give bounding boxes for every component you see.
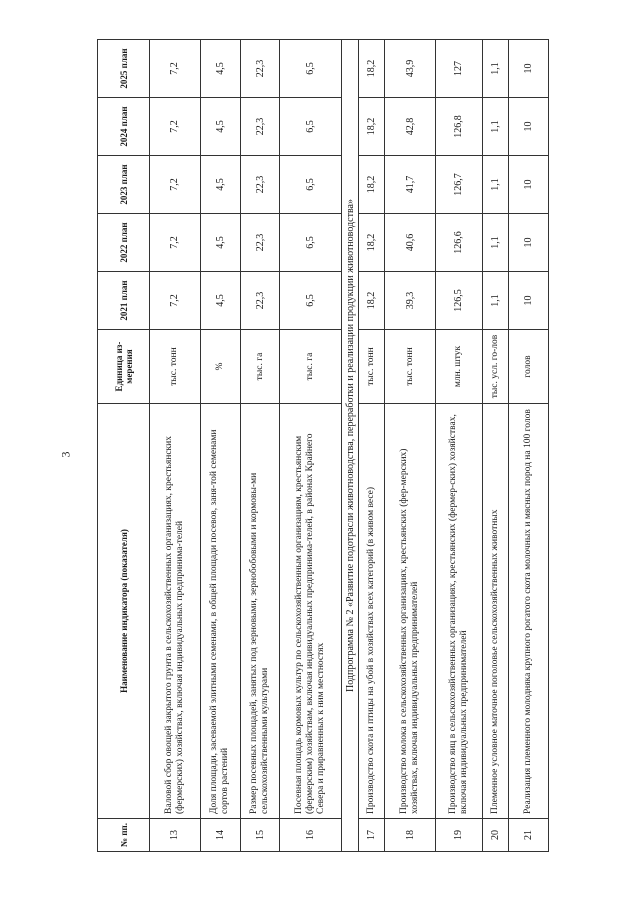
row-value: 40,6 <box>385 214 436 272</box>
section-row <box>342 40 359 852</box>
row-value: 18,2 <box>358 98 385 156</box>
row-value: 126,5 <box>436 272 482 330</box>
header-year: 2024 план <box>98 98 150 156</box>
table-row <box>509 40 549 852</box>
row-number: 13 <box>150 819 201 852</box>
row-unit: тыс. усл. го-лов <box>482 330 509 404</box>
row-value: 43,9 <box>385 40 436 98</box>
row-value: 22,3 <box>240 272 280 330</box>
header-unit: Единица из-мерения <box>98 330 150 404</box>
row-number: 18 <box>385 819 436 852</box>
row-number: 19 <box>436 819 482 852</box>
table-row <box>200 40 240 852</box>
row-unit: млн. штук <box>436 330 482 404</box>
row-value: 1,1 <box>482 272 509 330</box>
row-indicator-name: Производство яиц в сельскохозяйственных организациях, крестьянских (фермер-ских) хозяйствах, включая индивидуальных предпринимателей <box>436 404 482 819</box>
row-value: 10 <box>509 214 549 272</box>
row-value: 6,5 <box>280 272 342 330</box>
row-value: 18,2 <box>358 272 385 330</box>
table-row <box>436 40 482 852</box>
row-unit: тыс. га <box>240 330 280 404</box>
row-value: 4,5 <box>200 98 240 156</box>
row-unit: тыс. тонн <box>385 330 436 404</box>
indicator-table <box>97 39 549 852</box>
row-value: 41,7 <box>385 156 436 214</box>
row-value: 22,3 <box>240 214 280 272</box>
row-number: 16 <box>280 819 342 852</box>
row-value: 6,5 <box>280 214 342 272</box>
row-value: 18,2 <box>358 214 385 272</box>
row-indicator-name: Племенное условное маточное поголовье сельскохозяйственных животных <box>482 404 509 819</box>
row-value: 10 <box>509 272 549 330</box>
row-value: 6,5 <box>280 98 342 156</box>
header-year: 2022 план <box>98 214 150 272</box>
row-value: 1,1 <box>482 156 509 214</box>
table-row <box>240 40 280 852</box>
row-number: 20 <box>482 819 509 852</box>
header-year: 2021 план <box>98 272 150 330</box>
row-indicator-name: Производство скота и птицы на убой в хозяйствах всех категорий (в живом весе) <box>358 404 385 819</box>
row-unit: % <box>200 330 240 404</box>
table-row <box>482 40 509 852</box>
row-value: 10 <box>509 98 549 156</box>
row-value: 7,2 <box>150 272 201 330</box>
header-no: № пп. <box>98 819 150 852</box>
row-value: 7,2 <box>150 40 201 98</box>
row-indicator-name: Посевная площадь кормовых культур по сельскохозяйственным организациям, крестьянским (фермерским) хозяйствам, включая индивидуальных предпринима-телей, в районах Крайнего Севера и приравненных к ним местностях <box>280 404 342 819</box>
row-value: 22,3 <box>240 40 280 98</box>
row-value: 7,2 <box>150 98 201 156</box>
row-unit: тыс. тонн <box>358 330 385 404</box>
row-value: 127 <box>436 40 482 98</box>
row-unit: тыс. тонн <box>150 330 201 404</box>
row-indicator-name: Размер посевных площадей, занятых под зерновыми, зернобобовыми и кормовы-ми сельскохозяйственными культурами <box>240 404 280 819</box>
row-value: 4,5 <box>200 272 240 330</box>
indicator-table-wrapper <box>97 40 549 852</box>
row-value: 18,2 <box>358 156 385 214</box>
row-value: 10 <box>509 156 549 214</box>
row-value: 22,3 <box>240 98 280 156</box>
row-value: 126,8 <box>436 98 482 156</box>
row-indicator-name: Доля площади, засеваемой элитными семенами, в общей площади посевов, заня-той семенами сортов растений <box>200 404 240 819</box>
row-value: 22,3 <box>240 156 280 214</box>
row-number: 14 <box>200 819 240 852</box>
row-value: 7,2 <box>150 156 201 214</box>
row-value: 10 <box>509 40 549 98</box>
page-number: 3 <box>58 451 73 458</box>
row-number: 21 <box>509 819 549 852</box>
row-unit: тыс. га <box>280 330 342 404</box>
table-row <box>280 40 342 852</box>
row-value: 42,8 <box>385 98 436 156</box>
table-header-row <box>98 40 150 852</box>
header-name: Наименование индикатора (показателя) <box>98 404 150 819</box>
row-value: 126,7 <box>436 156 482 214</box>
row-value: 1,1 <box>482 40 509 98</box>
row-indicator-name: Реализация племенного молодняка крупного рогатого скота молочных и мясных пород на 100 голов <box>509 404 549 819</box>
header-year: 2023 план <box>98 156 150 214</box>
row-value: 4,5 <box>200 214 240 272</box>
row-value: 39,3 <box>385 272 436 330</box>
row-value: 6,5 <box>280 156 342 214</box>
row-value: 4,5 <box>200 156 240 214</box>
row-number: 17 <box>358 819 385 852</box>
row-value: 18,2 <box>358 40 385 98</box>
row-value: 1,1 <box>482 214 509 272</box>
table-row <box>150 40 201 852</box>
row-value: 126,6 <box>436 214 482 272</box>
row-unit: голов <box>509 330 549 404</box>
row-indicator-name: Валовой сбор овощей закрытого грунта в сельскохозяйственных организациях, крестьянских (фермерских) хозяйствах, включая индивидуальных предпринима-телей <box>150 404 201 819</box>
row-indicator-name: Производство молока в сельскохозяйственных организациях, крестьянских (фер-мерских) хозяйствах, включая индивидуальных предпринимателей <box>385 404 436 819</box>
table-row <box>385 40 436 852</box>
row-value: 7,2 <box>150 214 201 272</box>
row-number: 15 <box>240 819 280 852</box>
header-year: 2025 план <box>98 40 150 98</box>
row-value: 6,5 <box>280 40 342 98</box>
table-row <box>358 40 385 852</box>
section-title: Подпрограмма № 2 «Развитие подотрасли животноводства, переработки и реализации продукции животноводства» <box>342 40 359 852</box>
row-value: 1,1 <box>482 98 509 156</box>
row-value: 4,5 <box>200 40 240 98</box>
